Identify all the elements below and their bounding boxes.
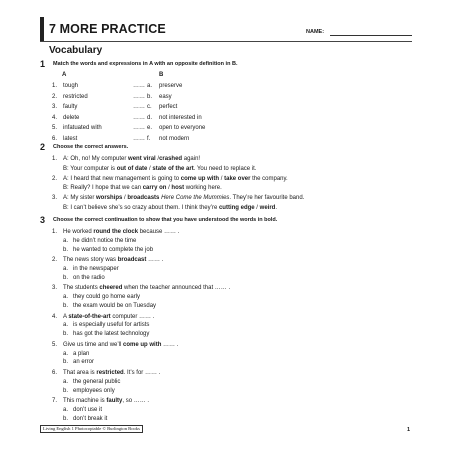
match-item-a: tough <box>63 83 79 89</box>
option-letter-b: b. <box>63 387 69 394</box>
key-word: restricted <box>96 370 124 376</box>
option-letter-b: b. <box>63 331 69 338</box>
match-item-letter: c. <box>147 104 152 111</box>
dialogue-number: 2. <box>52 175 58 182</box>
question-number: 3. <box>52 285 58 292</box>
option-a: they could go home early <box>73 294 141 301</box>
header-accent-bar <box>40 17 44 41</box>
option-a: a plan <box>73 350 90 357</box>
match-item-b: preserve <box>159 83 183 89</box>
option-two: state of the art <box>152 165 194 172</box>
dialogue-text: the company. <box>250 175 288 182</box>
question-stem <box>63 284 230 292</box>
option-separator: / <box>219 175 225 182</box>
stem-text: That area is <box>63 370 97 376</box>
header-divider <box>40 41 412 42</box>
option-b: he wanted to complete the job <box>73 246 154 253</box>
option-letter-a: a. <box>63 266 69 272</box>
option-one: went viral <box>128 156 156 162</box>
name-label: NAME: <box>306 29 325 35</box>
option-two: broadcasts <box>127 195 160 201</box>
option-b: employees only <box>73 387 115 394</box>
option-a: is especially useful for artists <box>73 322 150 329</box>
option-b: on the radio <box>73 274 105 281</box>
dialogue-line-a <box>63 155 200 163</box>
option-letter-a: a. <box>63 378 69 385</box>
dialogue-line-a <box>63 194 304 202</box>
match-item-b: not interested in <box>159 114 202 121</box>
match-item-number: 5. <box>52 125 58 132</box>
option-a: don’t use it <box>73 407 103 413</box>
stem-text: , so …… . <box>122 398 150 405</box>
match-item-a: faulty <box>63 104 78 111</box>
key-word: come up with <box>123 341 162 348</box>
match-item-letter: e. <box>147 125 153 132</box>
answer-blank: …… <box>133 83 145 89</box>
answer-blank: …… <box>133 125 145 132</box>
match-item-b: perfect <box>159 104 178 111</box>
stem-text: Give us time and we’ll <box>63 341 124 348</box>
stem-text: The news story was <box>63 257 118 264</box>
dialogue-text: B: I can’t believe she’s so crazy about them. I think they’re <box>63 204 219 211</box>
dialogue-text: again! <box>182 156 201 162</box>
question-number: 7. <box>52 398 58 405</box>
exercise-2-number: 2 <box>40 142 46 152</box>
option-letter-b: b. <box>63 415 69 422</box>
dialogue-text: A: My sister <box>63 195 97 201</box>
match-item-letter: d. <box>147 114 153 121</box>
stem-text: because …… . <box>138 229 180 235</box>
option-two: take over <box>224 175 251 182</box>
band-title: Here Come the Mummies <box>161 195 230 201</box>
option-letter-a: a. <box>63 350 69 357</box>
question-stem <box>63 256 163 264</box>
option-letter-a: a. <box>63 322 69 329</box>
match-item-letter: f. <box>147 136 151 142</box>
match-item-letter: a. <box>147 83 153 89</box>
stem-text: . It’s for …… . <box>123 370 161 376</box>
dialogue-line-a <box>63 175 288 183</box>
option-letter-a: a. <box>63 407 69 413</box>
option-one: worships <box>96 195 123 201</box>
question-stem <box>63 369 160 377</box>
question-number: 1. <box>52 229 58 235</box>
question-number: 2. <box>52 257 58 264</box>
match-item-b: easy <box>159 93 172 100</box>
match-item-number: 6. <box>52 136 58 142</box>
question-number: 5. <box>52 341 58 348</box>
dialogue-line-b <box>63 204 277 212</box>
option-a: the general public <box>73 378 121 385</box>
copyright-notice: Living English 1 Photocopiable © Burlington Books <box>40 425 143 433</box>
key-word: broadcast <box>117 257 147 264</box>
dialogue-number: 1. <box>52 156 58 162</box>
question-stem <box>63 228 179 236</box>
option-letter-b: b. <box>63 359 69 366</box>
option-separator: / <box>254 204 260 211</box>
answer-blank: …… <box>133 114 145 121</box>
match-item-number: 1. <box>52 83 58 89</box>
option-one: out of date <box>116 165 148 172</box>
option-separator: / <box>155 156 160 162</box>
question-number: 4. <box>52 313 58 320</box>
option-letter-a: a. <box>63 237 69 244</box>
match-item-a: restricted <box>63 93 88 100</box>
stem-text: when the teacher announced that …… . <box>122 285 231 292</box>
option-one: come up with <box>180 175 220 182</box>
option-two: crashed <box>159 156 183 162</box>
option-b: don’t break it <box>73 415 108 422</box>
dialogue-line-b <box>63 165 256 173</box>
exercise-3-number: 3 <box>40 215 46 225</box>
dialogue-text: B: Really? I hope that we can <box>63 185 143 191</box>
option-a: in the newspaper <box>73 266 119 272</box>
page-number: 1 <box>407 427 411 433</box>
option-b: the exam would be on Tuesday <box>73 303 157 309</box>
match-item-number: 2. <box>52 93 58 100</box>
answer-blank: …… <box>133 93 145 100</box>
dialogue-line-b <box>63 184 222 192</box>
dialogue-text: working here. <box>184 185 222 191</box>
dialogue-text: A: Oh, no! My computer <box>63 156 129 162</box>
option-one: cutting edge <box>218 204 255 211</box>
exercise-1-instruction: Match the words and expressions in A with an opposite definition in B. <box>53 61 238 67</box>
page-title: 7 MORE PRACTICE <box>49 22 166 36</box>
match-item-a: latest <box>63 136 78 142</box>
answer-blank: …… <box>133 104 145 111</box>
option-one: carry on <box>142 185 167 191</box>
match-item-a: infatuated with <box>63 125 102 132</box>
option-two: weird <box>259 204 276 211</box>
question-stem <box>63 341 178 349</box>
question-stem <box>63 313 154 321</box>
stem-text: He worked <box>63 229 94 235</box>
dialogue-text: B: Your computer is <box>63 165 117 172</box>
key-word: state-of-the-art <box>68 313 111 320</box>
option-b: has got the latest technology <box>73 331 150 338</box>
question-number: 6. <box>52 370 58 376</box>
option-two: host <box>171 185 185 191</box>
stem-text: computer …… . <box>110 313 155 320</box>
name-field-line <box>330 35 412 36</box>
option-letter-a: a. <box>63 294 69 301</box>
exercise-3-instruction: Choose the correct continuation to show that you have understood the words in bold. <box>53 217 278 223</box>
column-b-heading: B <box>159 72 164 78</box>
option-separator: / <box>166 185 172 191</box>
exercise-2-instruction: Choose the correct answers. <box>53 144 129 150</box>
key-word: cheered <box>99 285 123 292</box>
stem-text: The students <box>63 285 100 292</box>
match-item-a: delete <box>63 114 80 121</box>
option-letter-b: b. <box>63 274 69 281</box>
dialogue-text: . You need to replace it. <box>193 165 257 172</box>
match-item-b: not modern <box>159 136 190 142</box>
option-letter-b: b. <box>63 303 69 309</box>
option-b: an error <box>73 359 95 366</box>
column-a-heading: A <box>62 72 67 78</box>
option-letter-b: b. <box>63 246 69 253</box>
section-title: Vocabulary <box>49 45 103 56</box>
option-a: he didn’t notice the time <box>73 237 137 244</box>
dialogue-text: . They’re her favourite band. <box>229 195 305 201</box>
dialogue-text: A: I heard that new management is going to <box>63 175 181 182</box>
option-separator: / <box>122 195 128 201</box>
match-item-number: 3. <box>52 104 58 111</box>
answer-blank: …… <box>133 136 145 142</box>
stem-text: …… . <box>146 257 164 264</box>
dialogue-text: . <box>275 204 277 211</box>
key-word: round the clock <box>93 229 139 235</box>
stem-text: …… . <box>161 341 179 348</box>
match-item-letter: b. <box>147 93 153 100</box>
dialogue-number: 3. <box>52 195 58 201</box>
stem-text: This machine is <box>63 398 107 405</box>
stem-text: A <box>63 313 69 320</box>
option-separator: / <box>147 165 153 172</box>
key-word: faulty <box>106 398 123 405</box>
match-item-number: 4. <box>52 114 58 121</box>
exercise-1-number: 1 <box>40 59 46 69</box>
match-item-b: open to everyone <box>159 125 206 132</box>
question-stem <box>63 397 149 405</box>
